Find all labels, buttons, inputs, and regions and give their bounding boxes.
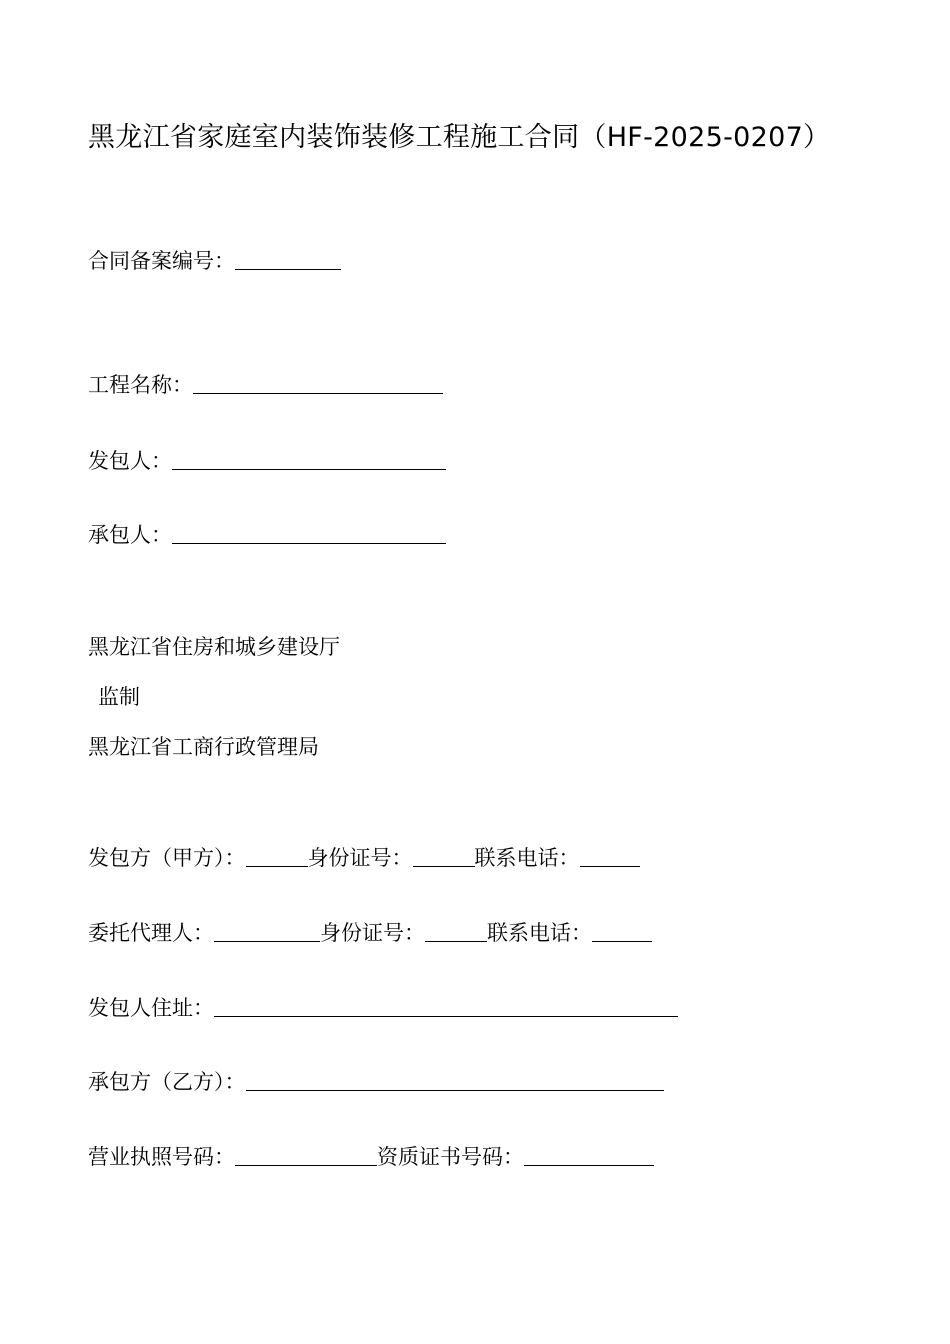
contract-title: 黑龙江省家庭室内装饰装修工程施工合同（HF-2025-0207） bbox=[88, 122, 831, 153]
project-name-label: 工程名称： bbox=[88, 373, 193, 397]
agent-id-label: 身份证号： bbox=[320, 921, 425, 945]
qualification-field[interactable] bbox=[524, 1145, 654, 1166]
employer-label: 发包人： bbox=[88, 449, 172, 473]
agent-id-field[interactable] bbox=[425, 921, 487, 942]
supervised-line bbox=[98, 682, 140, 712]
issuer-2-text: 黑龙江省工商行政管理局 bbox=[88, 735, 319, 759]
issuer-1-text: 黑龙江省住房和城乡建设厅 bbox=[88, 635, 340, 659]
project-name-field[interactable] bbox=[193, 373, 443, 394]
project-name-row bbox=[88, 370, 443, 400]
employer-address-field[interactable] bbox=[214, 996, 678, 1017]
party-a-field[interactable] bbox=[246, 846, 308, 867]
record-number-row bbox=[88, 246, 341, 276]
party-b-row bbox=[88, 1067, 664, 1097]
issuer-1 bbox=[88, 632, 340, 662]
contractor-row bbox=[88, 520, 446, 550]
license-field[interactable] bbox=[235, 1145, 377, 1166]
license-label: 营业执照号码： bbox=[88, 1145, 235, 1169]
agent-phone-field[interactable] bbox=[592, 921, 652, 942]
contractor-label: 承包人： bbox=[88, 523, 172, 547]
party-a-label: 发包方（甲方）： bbox=[88, 846, 246, 870]
party-a-id-field[interactable] bbox=[413, 846, 475, 867]
record-number-label: 合同备案编号： bbox=[88, 249, 235, 273]
party-a-phone-label: 联系电话： bbox=[474, 846, 580, 870]
issuer-2 bbox=[88, 732, 319, 762]
employer-row bbox=[88, 446, 446, 476]
party-b-label: 承包方（乙方）： bbox=[88, 1070, 246, 1094]
employer-field[interactable] bbox=[172, 449, 446, 470]
agent-row bbox=[88, 918, 652, 948]
agent-phone-label: 联系电话： bbox=[487, 921, 592, 945]
contractor-field[interactable] bbox=[172, 523, 446, 544]
employer-address-label: 发包人住址： bbox=[88, 996, 214, 1020]
party-a-id-label: 身份证号： bbox=[307, 846, 413, 870]
party-a-row bbox=[88, 843, 640, 873]
qualification-label: 资质证书号码： bbox=[377, 1145, 524, 1169]
party-a-phone-field[interactable] bbox=[580, 846, 640, 867]
license-row bbox=[88, 1142, 654, 1172]
agent-field[interactable] bbox=[214, 921, 320, 942]
record-number-field[interactable] bbox=[235, 249, 341, 270]
party-b-field[interactable] bbox=[246, 1070, 664, 1091]
agent-label: 委托代理人： bbox=[88, 921, 214, 945]
employer-address-row bbox=[88, 993, 678, 1023]
supervised-text: 监制 bbox=[98, 685, 140, 709]
